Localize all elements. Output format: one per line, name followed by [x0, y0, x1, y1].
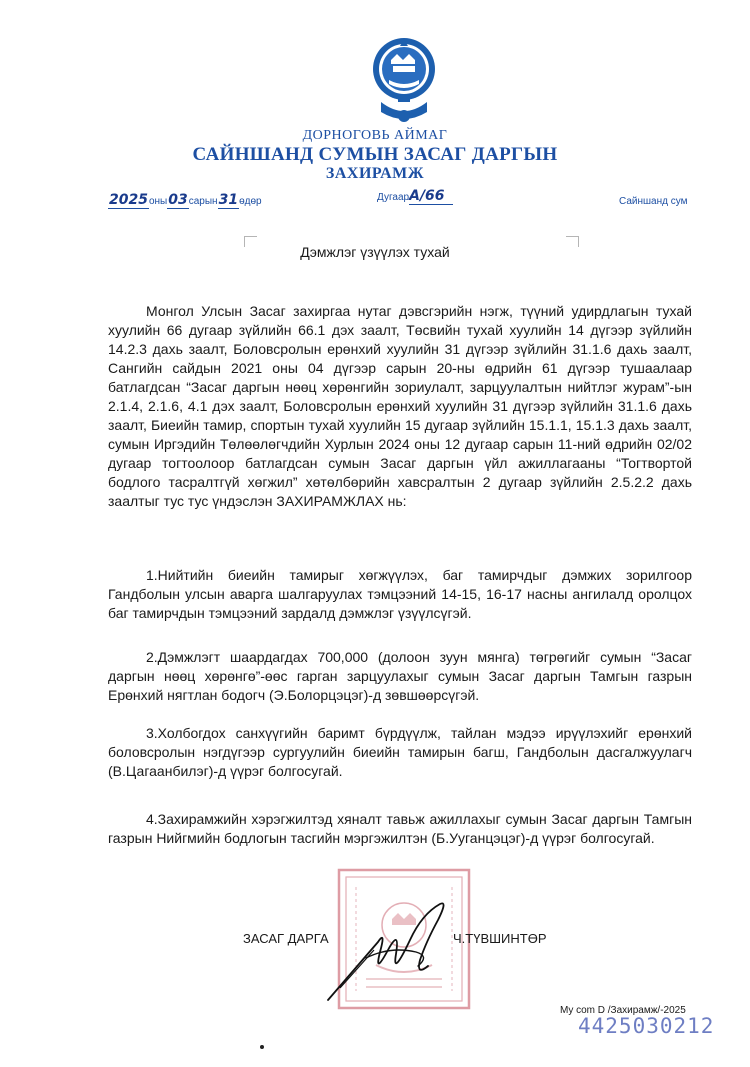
order-item-4	[108, 810, 692, 848]
paragraph-text: 4.Захирамжийн хэрэгжилтэд хяналт тавьж ажиллахыг сумын Засаг даргын Тамгын газрын Нийгмийн бодлогын тасгийн мэргэжилтэн (Б.Ууганцэцэг)-д үүрэг болгосугай.	[108, 811, 692, 846]
number-label: Дугаар	[377, 192, 410, 203]
number-value: А/66	[409, 188, 445, 204]
document-type: ЗАХИРАМЖ	[325, 165, 425, 182]
order-item-1	[108, 566, 692, 623]
date-month: 03	[168, 192, 188, 208]
document-date	[108, 192, 262, 209]
organization-name: САЙНШАНД СУМЫН ЗАСАГ ДАРГЫН	[192, 144, 558, 165]
month-suffix: сарын	[188, 196, 218, 207]
paragraph-text: Монгол Улсын Засаг захиргаа нутаг дэвсгэрийн нэгж, түүний удирдлагын тухай хуулийн 66 дугаар зүйлийн 66.1 дэх заалт, Төсвийн тухай хуулийн 14 дүгээр зүйлийн 14.2.3 дахь заалт, Боловсролын ерөнхий хуулийн 31 дүгээр зүйлийн 31.1.6 дахь заалт, Сангийн сайдын 2021 оны 04 дүгээр сарын 20-ны өдрийн 61 дүгээр тушаалаар батлагдсан “Засаг даргын нөөц хөрөнгийн зориулалт, зарцуулалтын нийтлэг журам”-ын 2.1.4, 2.1.6, 4.1 дэх заалт, Боловсролын ерөнхий хуулийн 31 дүгээр зүйлийн 31.1.6 дахь заалт, Биеийн тамир, спортын тухай хуулийн 15 дугаар зүйлийн 15.1.1, 15.1.3 дахь заалт, сумын Иргэдийн Төлөөлөгчдийн Хурлын 2024 оны 12 дугаар сарын 11-ний өдрийн 02/02 дугаар тогтоолоор батлагдсан сумын Засаг даргын үйл ажиллагааны “Тогтвортой бодлого тасралтгүй хөгжил” хөтөлбөрийн хавсралтын 2 дугаар зүйлийн 2.5.2.2 дахь заалтыг тус тус үндэслэн ЗАХИРАМЖЛАХ нь:	[108, 303, 692, 509]
registration-number: 4425030212	[578, 1014, 715, 1038]
handwritten-signature-icon	[270, 880, 470, 1010]
footer-reference: My com D /Захирамж/-2025	[560, 1005, 686, 1016]
ink-dot	[260, 1045, 264, 1049]
preamble-paragraph	[108, 302, 692, 511]
paragraph-text: 3.Холбогдох санхүүгийн баримт бүрдүүлж, тайлан мэдээ ирүүлэхийг ерөнхий боловсролын нэгдүгээр сургуулийн биеийн тамирын багш, Гандболын дасгалжуулагч (В.Цагаанбилэг)-д үүрэг болгосугай.	[108, 725, 692, 779]
signatory-name: Ч.ТҮВШИНТӨР	[453, 931, 547, 946]
state-emblem-icon	[371, 36, 437, 126]
year-suffix: оны	[148, 196, 168, 207]
paragraph-text: 2.Дэмжлэгт шаардагдах 700,000 (долоон зуун мянга) төгрөгийг сумын “Засаг даргын нөөц хөрөнгө”-өөс гарган зарцуулахыг сумын Засаг даргын Тамгын газрын Ерөнхий нягтлан бодогч (Э.Болорцэцэг)-д зөвшөөрсүгэй.	[108, 649, 692, 703]
order-item-2	[108, 648, 692, 705]
document-subject: Дэмжлэг үзүүлэх тухай	[300, 244, 450, 260]
day-suffix: өдөр	[239, 196, 262, 207]
region-name: ДОРНОГОВЬ АЙМАГ	[302, 128, 448, 143]
paragraph-text: 1.Нийтийн биеийн тамирыг хөгжүүлэх, баг тамирчдыг дэмжих зорилгоор Гандболын улсын аварга шалгаруулах тэмцээний 14-15, 16-17 насны ангилалд оролцох баг тамирчдын тэмцээний зардалд дэмжлэг үзүүлсүгэй.	[108, 567, 692, 621]
document-number	[377, 188, 453, 205]
date-year: 2025	[109, 192, 148, 208]
order-item-3	[108, 724, 692, 781]
place-name: Сайншанд сум	[619, 196, 688, 207]
signatory-title: ЗАСАГ ДАРГА	[243, 931, 329, 946]
date-day: 31	[218, 192, 239, 208]
